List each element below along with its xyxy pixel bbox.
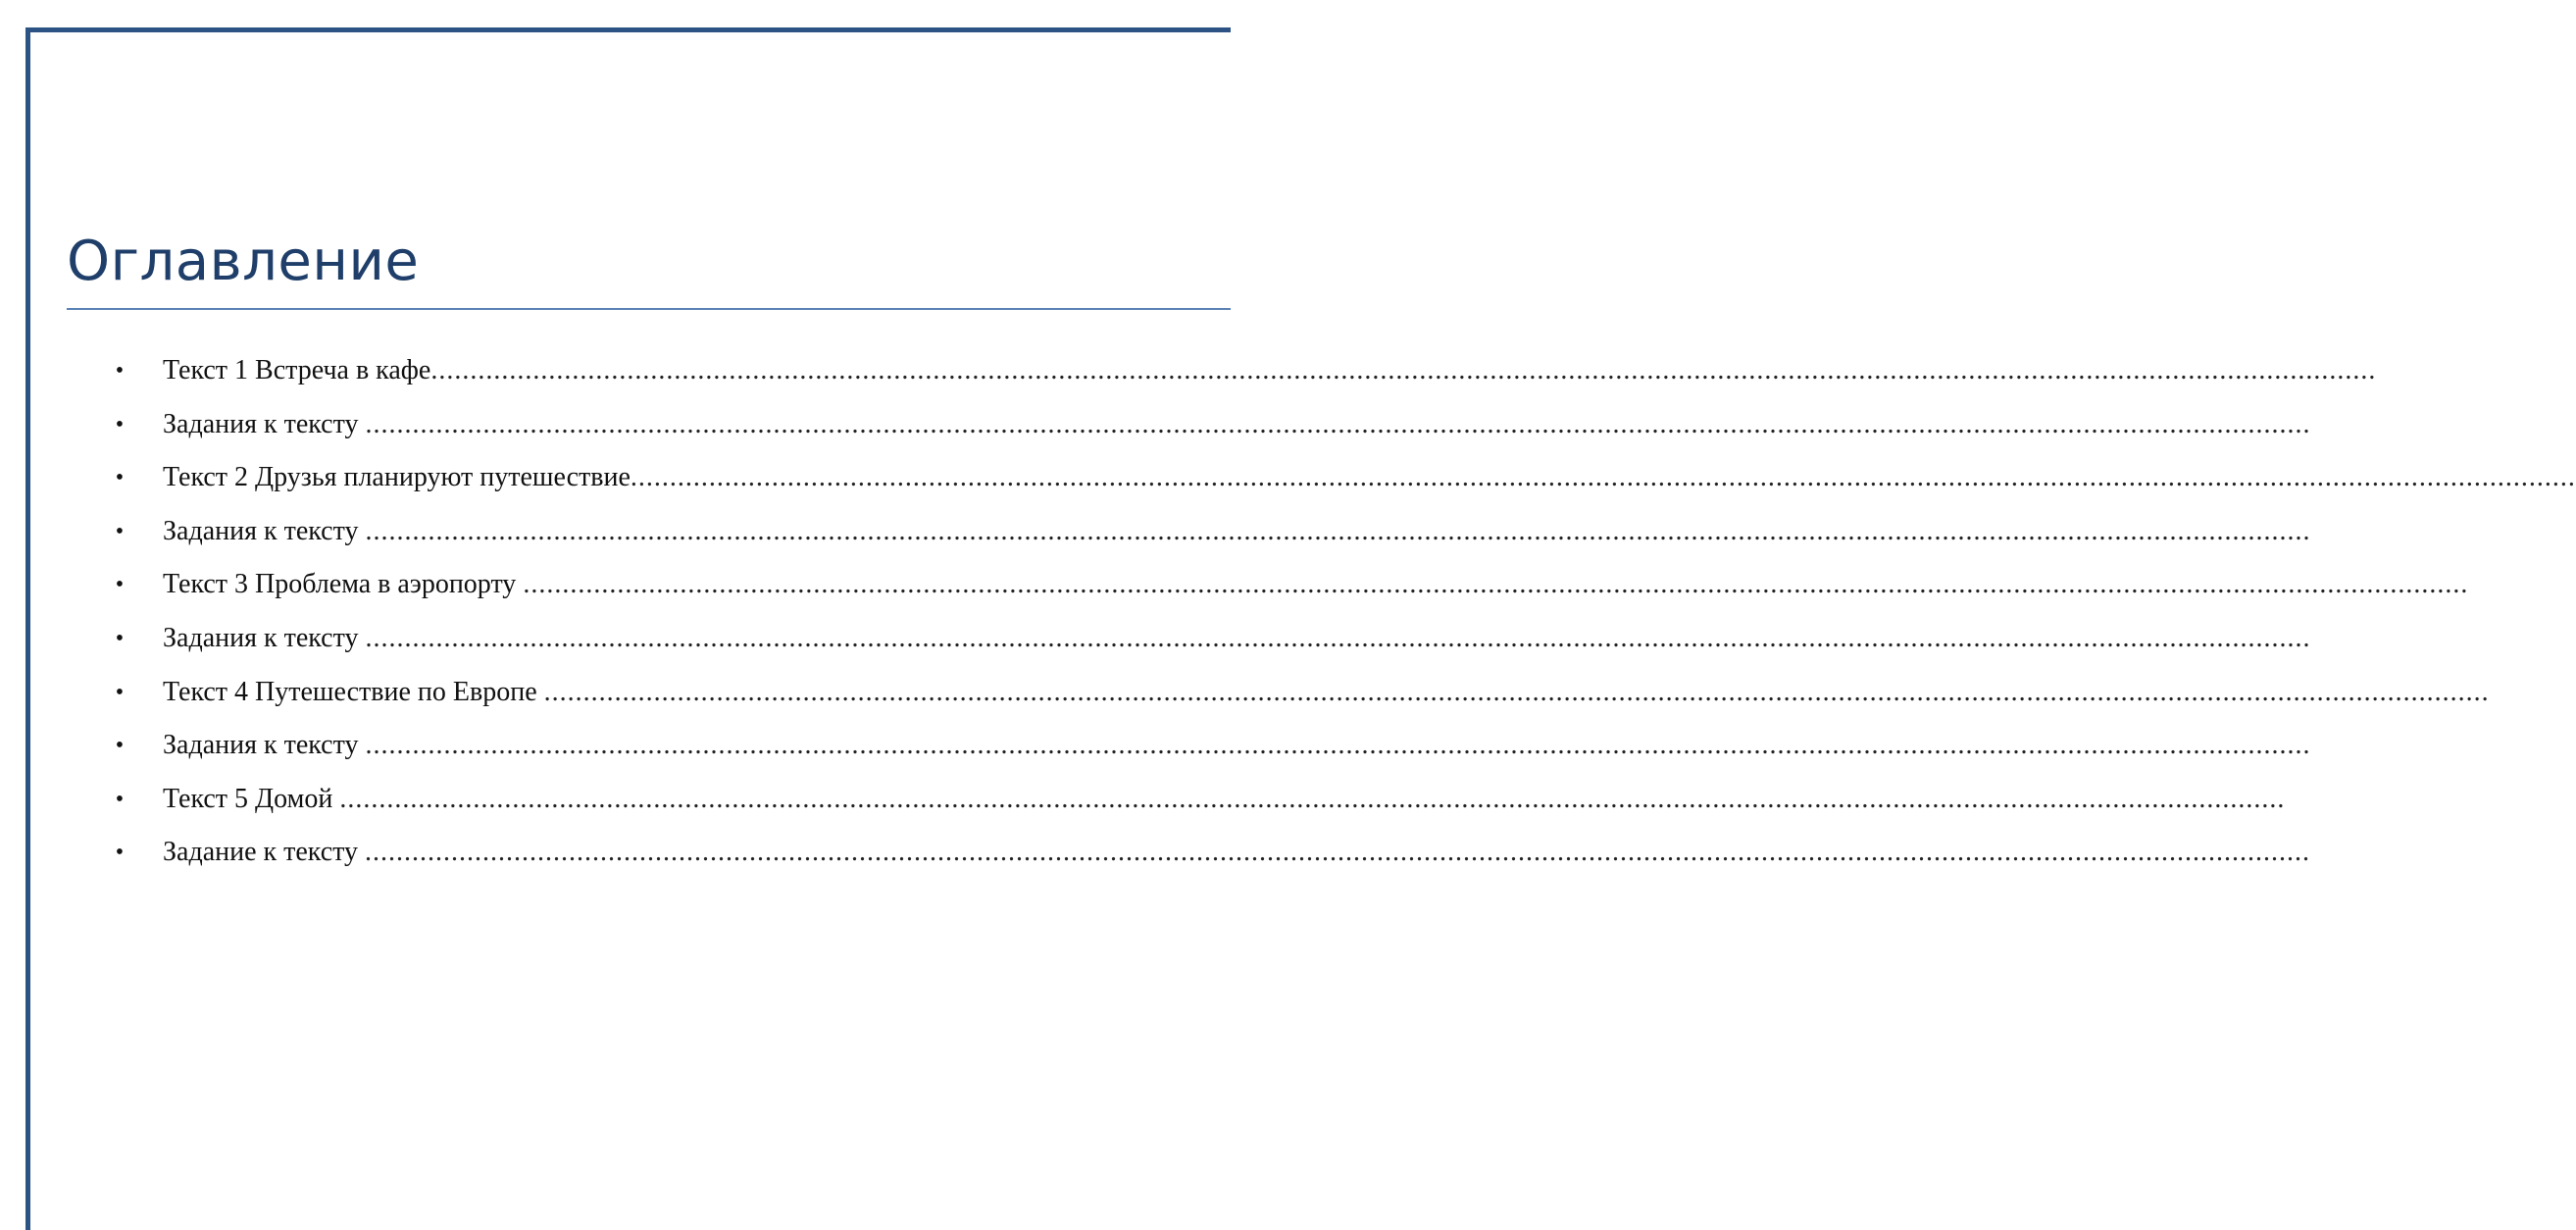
heading-underline [67,308,1231,310]
bullet-icon: • [115,625,125,651]
toc-entry-text [163,719,2311,773]
toc-entry-label: Задания к тексту [163,515,366,546]
toc-entry-label: Задания к тексту [163,408,366,439]
dot-leader: ........................................................................................................................................................................................................................................................ [630,462,2576,493]
toc-entry-text [163,558,2469,612]
toc-entry-label: Текст 3 Проблема в аэропорту [163,569,524,600]
toc-entry-label: Текст 2 Друзья планируют путешествие [163,462,631,493]
toc-heading: Оглавление [67,230,420,293]
toc-entry-text [163,666,2490,720]
dot-leader: ........................................................................................................................................................................................................................................................ [543,676,2490,707]
toc-list [110,344,2576,880]
toc-entry[interactable] [110,558,2469,612]
dot-leader: ........................................................................................................................................................................................................................................................ [430,355,2377,385]
toc-entry-text [163,451,2576,505]
dot-leader: ........................................................................................................................................................................................................................................................ [365,408,2311,439]
toc-entry[interactable] [110,666,2490,720]
dot-leader: ........................................................................................................................................................................................................................................................ [365,837,2310,868]
bullet-icon: • [115,786,125,812]
dot-leader: ........................................................................................................................................................................................................................................................ [365,622,2311,653]
bullet-icon: • [115,465,125,491]
toc-entry[interactable] [110,505,2311,559]
bullet-icon: • [115,572,125,598]
toc-entry-text [163,612,2311,666]
toc-entry-text [163,773,2286,827]
toc-entry-label: Задания к тексту [163,622,366,653]
dot-leader: ........................................................................................................................................................................................................................................................ [365,515,2311,546]
dot-leader: ........................................................................................................................................................................................................................................................ [365,730,2311,761]
toc-entry[interactable] [110,826,2310,880]
bullet-icon: • [115,411,125,437]
bullet-icon: • [115,518,125,544]
toc-entry-text [163,505,2311,559]
toc-entry-text [163,344,2377,398]
toc-entry-label: Текст 5 Домой [163,783,340,814]
toc-entry-label: Текст 4 Путешествие по Европе [163,676,544,707]
toc-entry-label: Задания к тексту [163,730,366,761]
bullet-icon: • [115,840,125,866]
toc-entry-label: Текст 1 Встреча в кафе [163,355,431,385]
toc-entry[interactable] [110,612,2311,666]
toc-entry-text [163,826,2310,880]
bullet-icon: • [115,358,125,384]
toc-entry[interactable] [110,344,2377,398]
toc-entry[interactable] [110,719,2311,773]
dot-leader: ........................................................................................................................................................................................................................................................ [523,569,2469,600]
bullet-icon: • [115,733,125,759]
page-border-top [25,27,1231,32]
toc-entry[interactable] [110,398,2311,452]
bullet-icon: • [115,679,125,705]
dot-leader: ........................................................................................................................................................................................................................................................ [339,783,2286,814]
toc-entry-label: Задание к тексту [163,837,365,868]
toc-entry[interactable] [110,773,2286,827]
toc-entry[interactable] [110,451,2576,505]
toc-entry-text [163,398,2311,452]
page-border-left [25,27,30,1230]
